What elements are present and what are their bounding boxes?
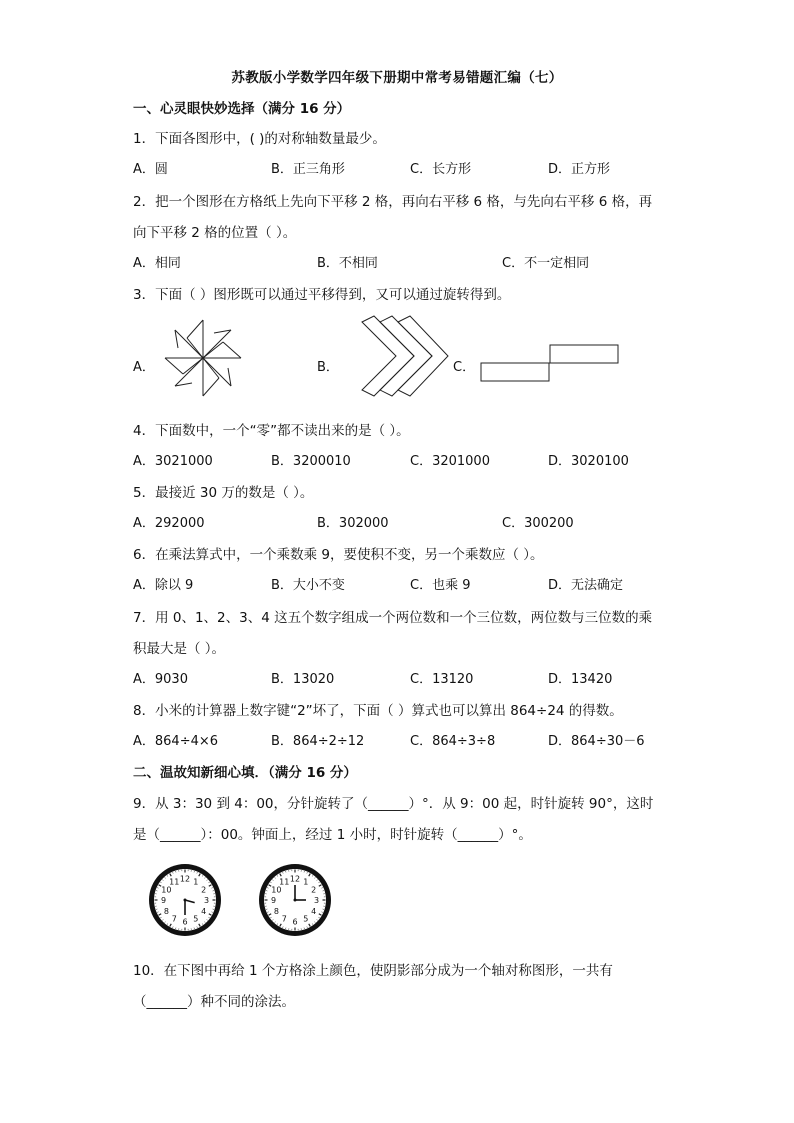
q7-option-c[interactable]: C．13120	[410, 672, 474, 687]
q2-option-c[interactable]: C．不一定相同	[502, 256, 590, 271]
q8-option-a[interactable]: A．864÷4×6	[133, 734, 219, 749]
question-10-stem-line1: 10．在下图中再给 1 个方格涂上颜色，使阴影部分成为一个轴对称图形，一共有	[133, 963, 613, 979]
q1-option-b[interactable]: B．正三角形	[271, 162, 345, 177]
clock-number: 11	[279, 877, 290, 887]
q5-option-b[interactable]: B．302000	[317, 516, 389, 531]
question-7-stem-line1: 7．用 0、1、2、3、4 这五个数字组成一个两位数和一个三位数，两位数与三位数的乘	[133, 610, 653, 626]
q6-option-d[interactable]: D．无法确定	[548, 578, 624, 593]
clock-number: 1	[193, 877, 199, 887]
q3-label-b[interactable]: B．	[317, 360, 339, 375]
q5-option-a[interactable]: A．292000	[133, 516, 205, 531]
clock-number: 2	[311, 885, 317, 895]
q4-option-c[interactable]: C．3201000	[410, 454, 490, 469]
question-9-stem-line1: 9．从 3：30 到 4：00，分针旋转了（______）°．从 9：00 起，时针旋转 90°，这时	[133, 796, 654, 812]
q2-option-b[interactable]: B．不相同	[317, 256, 378, 271]
q4-option-a[interactable]: A．3021000	[133, 454, 213, 469]
question-6-stem: 6．在乘法算式中，一个乘数乘 9，要使积不变，另一个乘数应（ ）。	[133, 547, 544, 563]
clock-center	[184, 899, 187, 902]
question-1-stem: 1．下面各图形中，( )的对称轴数量最少。	[133, 131, 386, 147]
clock-number: 9	[270, 896, 277, 905]
clock-number: 1	[303, 877, 309, 887]
q7-option-d[interactable]: D．13420	[548, 672, 613, 687]
chevron-figure[interactable]	[338, 316, 450, 398]
clock-face-left	[147, 862, 223, 938]
clock-number: 9	[160, 896, 167, 905]
rectangles-figure[interactable]	[480, 343, 622, 383]
question-2-stem-line2: 向下平移 2 格的位置（ ）。	[133, 225, 297, 241]
clock-number: 7	[281, 914, 287, 924]
question-3-stem: 3．下面（ ）图形既可以通过平移得到，又可以通过旋转得到。	[133, 287, 511, 303]
q8-option-c[interactable]: C．864÷3÷8	[410, 734, 496, 749]
q7-option-a[interactable]: A．9030	[133, 672, 188, 687]
clock-number: 12	[179, 874, 191, 884]
clock-number: 3	[203, 896, 210, 905]
clock-number: 11	[169, 877, 180, 887]
pinwheel-figure[interactable]	[150, 318, 260, 398]
q6-option-c[interactable]: C．也乘 9	[410, 578, 471, 593]
clock-number: 10	[161, 885, 172, 895]
clock-number: 5	[303, 914, 309, 924]
q8-option-d[interactable]: D．864÷30－6	[548, 734, 645, 749]
clock-number: 10	[271, 885, 282, 895]
q4-option-b[interactable]: B．3200010	[271, 454, 351, 469]
q3-label-a[interactable]: A．	[133, 360, 155, 375]
question-8-stem: 8．小米的计算器上数字键“2”坏了，下面（ ）算式也可以算出 864÷24 的得数。	[133, 703, 623, 719]
q6-option-a[interactable]: A．除以 9	[133, 578, 194, 593]
q5-option-c[interactable]: C．300200	[502, 516, 574, 531]
clock-number: 12	[289, 874, 301, 884]
clock-center	[294, 899, 297, 902]
question-7-stem-line2: 积最大是（ ）。	[133, 641, 226, 657]
q1-option-d[interactable]: D．正方形	[548, 162, 611, 177]
question-2-stem-line1: 2．把一个图形在方格纸上先向下平移 2 格，再向右平移 6 格，与先向右平移 6 格，再	[133, 194, 653, 210]
clock-number: 8	[273, 906, 279, 916]
q1-option-a[interactable]: A．圆	[133, 162, 168, 177]
question-10-stem-line2: （______）种不同的涂法。	[133, 994, 295, 1010]
question-4-stem: 4．下面数中，一个“零”都不读出来的是（ ）。	[133, 423, 410, 439]
question-5-stem: 5．最接近 30 万的数是（ ）。	[133, 485, 314, 501]
section-1-heading: 一、心灵眼快妙选择（满分 16 分）	[133, 101, 351, 117]
q4-option-d[interactable]: D．3020100	[548, 454, 629, 469]
clock-number: 4	[201, 906, 207, 916]
section-2-heading: 二、温故知新细心填．（满分 16 分）	[133, 765, 357, 781]
q6-option-b[interactable]: B．大小不变	[271, 578, 345, 593]
q2-option-a[interactable]: A．相同	[133, 256, 181, 271]
clock-number: 5	[193, 914, 199, 924]
clock-number: 2	[201, 885, 207, 895]
q8-option-b[interactable]: B．864÷2÷12	[271, 734, 365, 749]
question-9-stem-line2: 是（______）：00。钟面上，经过 1 小时，时针旋转（______）°。	[133, 827, 532, 843]
page-title: 苏教版小学数学四年级下册期中常考易错题汇编（七）	[231, 70, 563, 86]
clock-number: 6	[292, 917, 298, 927]
clock-number: 6	[182, 917, 188, 927]
clock-number: 8	[163, 906, 169, 916]
q3-label-c[interactable]: C．	[453, 360, 476, 375]
clock-number: 4	[311, 906, 317, 916]
clock-number: 3	[313, 896, 320, 905]
q1-option-c[interactable]: C．长方形	[410, 162, 472, 177]
clock-number: 7	[171, 914, 177, 924]
clock-face-right	[257, 862, 333, 938]
q7-option-b[interactable]: B．13020	[271, 672, 335, 687]
